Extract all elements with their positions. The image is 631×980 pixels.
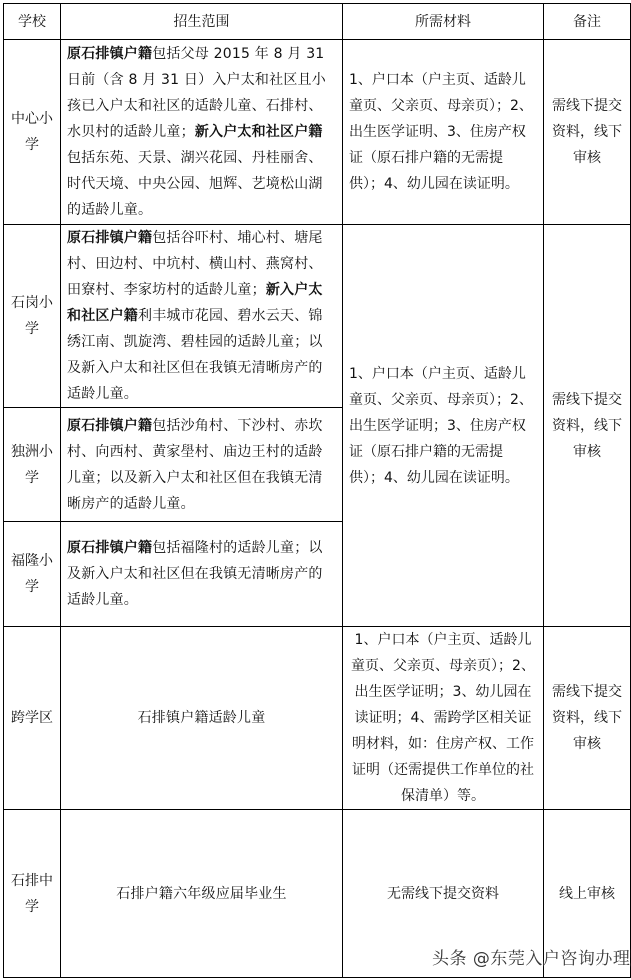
range-text: 包括东苑、天景、湖兴花园、丹桂丽舍、时代天境、中央公园、旭辉、艺境松山湖的适龄儿童。 (67, 150, 323, 218)
range-text: 包括谷吓村、埔心村、塘尾村、田边村、中坑村、横山村、燕窝村、田寮村、李家坊村的适龄儿童； (67, 230, 323, 298)
range-text: 包括福隆村的适龄儿童；以及新入户太和社区但在我镇无清晰房产的适龄儿童。 (67, 540, 323, 608)
required-materials: 无需线下提交资料 (343, 810, 544, 978)
range-bold: 新入户太和社区户籍 (194, 124, 323, 140)
school-name: 中心小学 (4, 40, 61, 225)
enrollment-range: 石排户籍六年级应届毕业生 (61, 810, 343, 978)
school-name: 石岗小学 (4, 225, 61, 408)
required-materials: 1、户口本（户主页、适龄儿童页、父亲页、母亲页）；2、出生医学证明、3、住房产权证（原石排户籍的无需提供）；4、幼儿园在读证明。 (343, 40, 544, 225)
range-text: 包括沙角村、下沙村、赤坎村、向西村、黄家壆村、庙边王村的适龄儿童；以及新入户太和社区但在我镇无清晰房产的适龄儿童。 (67, 417, 323, 512)
table-header-row (4, 4, 631, 40)
enrollment-range (61, 40, 343, 225)
range-bold: 原石排镇户籍 (67, 46, 153, 62)
range-bold: 新入户太和社区户籍 (67, 282, 323, 324)
enrollment-range (61, 522, 343, 627)
header-materials: 所需材料 (343, 4, 544, 40)
school-name: 福隆小学 (4, 522, 61, 627)
range-bold: 原石排镇户籍 (67, 540, 153, 556)
note: 需线下提交资料，线下审核 (544, 40, 631, 225)
range-text: 利丰城市花园、碧水云天、锦绣江南、凯旋湾、碧桂园的适龄儿童；以及新入户太和社区但在我镇无清晰房产的适龄儿童。 (67, 308, 323, 402)
note: 线上审核 (544, 810, 631, 978)
required-materials: 1、户口本（户主页、适龄儿童页、父亲页、母亲页）；2、出生医学证明；3、幼儿园在读证明；4、需跨学区相关证明材料，如：住房产权、工作证明（还需提供工作单位的社保清单）等。 (343, 627, 544, 810)
school-name: 石排中学 (4, 810, 61, 978)
header-range: 招生范围 (61, 4, 343, 40)
range-bold: 原石排镇户籍 (67, 417, 153, 434)
table-row (4, 40, 631, 225)
enrollment-range (61, 225, 343, 408)
enrollment-table (3, 3, 631, 978)
watermark: 头条 @东莞入户咨询办理 (432, 949, 631, 969)
header-note: 备注 (544, 4, 631, 40)
table-row (4, 627, 631, 810)
range-text: 包括父母 2015 年 8 月 31 日前（含 8 月 31 日）入户太和社区且小孩已入户太和社区的适龄儿童、石排村、水贝村的适龄儿童； (67, 46, 326, 140)
note: 需线下提交资料，线下审核 (544, 627, 631, 810)
header-school: 学校 (4, 4, 61, 40)
school-name: 跨学区 (4, 627, 61, 810)
table-row (4, 225, 631, 408)
range-bold: 原石排镇户籍 (67, 230, 153, 246)
school-name: 独洲小学 (4, 408, 61, 522)
required-materials-merged: 1、户口本（户主页、适龄儿童页、父亲页、母亲页）；2、出生医学证明；3、住房产权证（原石排户籍的无需提供）；4、幼儿园在读证明。 (343, 225, 544, 627)
note-merged: 需线下提交资料，线下审核 (544, 225, 631, 627)
enrollment-range: 石排镇户籍适龄儿童 (61, 627, 343, 810)
enrollment-range (61, 408, 343, 522)
